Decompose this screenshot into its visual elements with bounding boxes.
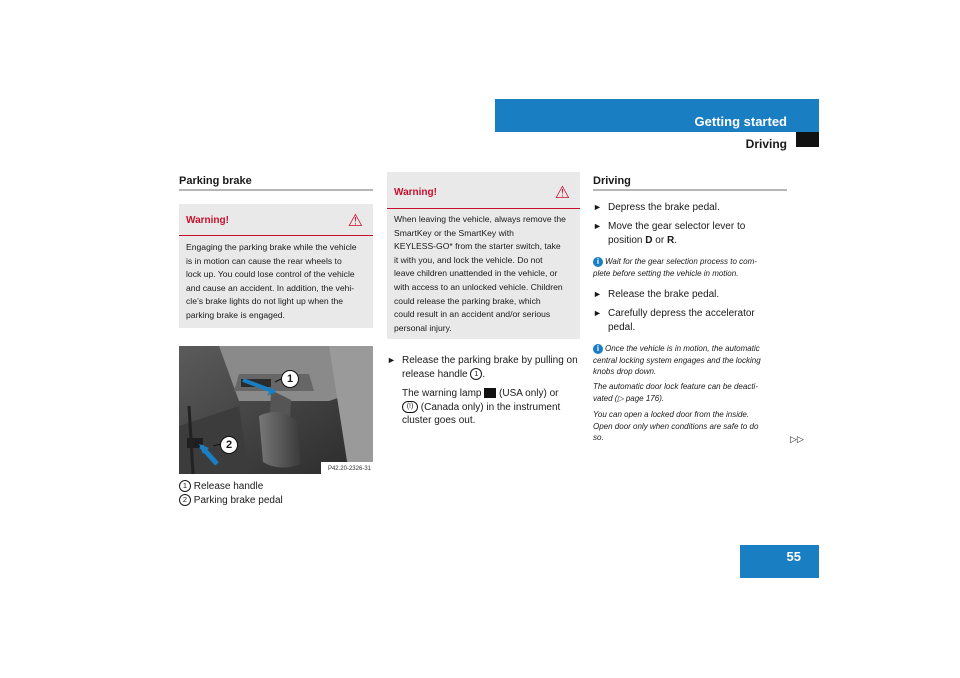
warning-divider — [179, 235, 373, 236]
info-icon: i — [593, 344, 603, 354]
warning-text: Engaging the parking brake while the vehicle is in motion can cause the rear wheels to lock up. You could lose control of the vehicle and cause an accident. In addition, the vehi- cle’s brake lights do not light up when the parking brake is engaged. — [186, 242, 357, 320]
heading-driving: Driving — [593, 175, 631, 187]
info-icon: i — [593, 257, 603, 267]
legend — [179, 480, 283, 507]
heading-parking-brake: Parking brake — [179, 175, 252, 187]
callout-1: 1 — [281, 370, 299, 388]
subsection-title: Driving — [745, 137, 787, 151]
warning-title: Warning! — [394, 187, 437, 198]
step-release-brake: ► Release the brake pedal. — [593, 289, 720, 300]
step-gear-selector: ► Move the gear selector lever to position D or R. — [593, 221, 746, 246]
image-code: P42.20-2326-31 — [327, 466, 371, 472]
warning-box-middle — [387, 172, 580, 339]
info-note-3: The automatic door lock feature can be deacti- vated (▷ page 176). — [593, 382, 758, 403]
parking-brake-illustration — [179, 346, 373, 474]
step-arrow-icon: ► — [593, 289, 602, 299]
warning-triangle-icon: ⚠ — [347, 211, 363, 230]
legend-item: 1 Release handle — [179, 480, 283, 494]
illustration-svg — [179, 346, 373, 474]
warning-triangle-icon: ⚠ — [554, 183, 570, 202]
legend-item: 2 Parking brake pedal — [179, 494, 283, 508]
step-depress-brake: ► Depress the brake pedal. — [593, 202, 720, 213]
section-title: Getting started — [694, 114, 787, 129]
info-note-2: i Once the vehicle is in motion, the automatic central locking system engages and the locking knobs drop down. — [593, 343, 761, 376]
header-marker — [796, 132, 819, 147]
warning-box-left — [179, 204, 373, 328]
step-arrow-icon: ► — [593, 202, 602, 212]
warning-title: Warning! — [186, 215, 229, 226]
callout-2: 2 — [220, 436, 238, 454]
step-release-parking-brake: ► Release the parking brake by pulling on release handle 1 . — [387, 355, 578, 380]
canada-brake-lamp-icon: (!) — [402, 401, 418, 413]
step-accelerator: ► Carefully depress the accelerator pedal. — [593, 308, 755, 333]
info-note-4: You can open a locked door from the inside. Open door only when conditions are safe to do so. — [593, 410, 759, 442]
step-arrow-icon: ► — [593, 221, 602, 231]
step-arrow-icon: ► — [593, 308, 602, 318]
warning-divider — [387, 208, 580, 209]
heading-rule — [179, 189, 373, 191]
brake-lamp-icon — [484, 388, 496, 398]
heading-rule — [593, 189, 787, 191]
step-arrow-icon: ► — [387, 355, 396, 365]
info-note-1: i Wait for the gear selection process to com- plete before setting the vehicle in motion. — [593, 256, 757, 278]
continued-marker: ▷▷ — [790, 434, 804, 444]
warning-text: When leaving the vehicle, always remove the SmartKey or the SmartKey with KEYLESS-GO* from the starter switch, take it with you, and lock the vehicle. Do not leave children unattended in the vehicle, or with access to an unlocked vehicle. Children could release the parking brake, which could result in an accident and/or serious personal injury. — [394, 214, 566, 333]
warning-lamp-text: The warning lamp (USA only) or (!) (Canada only) in the instrument cluster goes out. — [402, 388, 561, 426]
page-number: 55 — [786, 549, 801, 564]
